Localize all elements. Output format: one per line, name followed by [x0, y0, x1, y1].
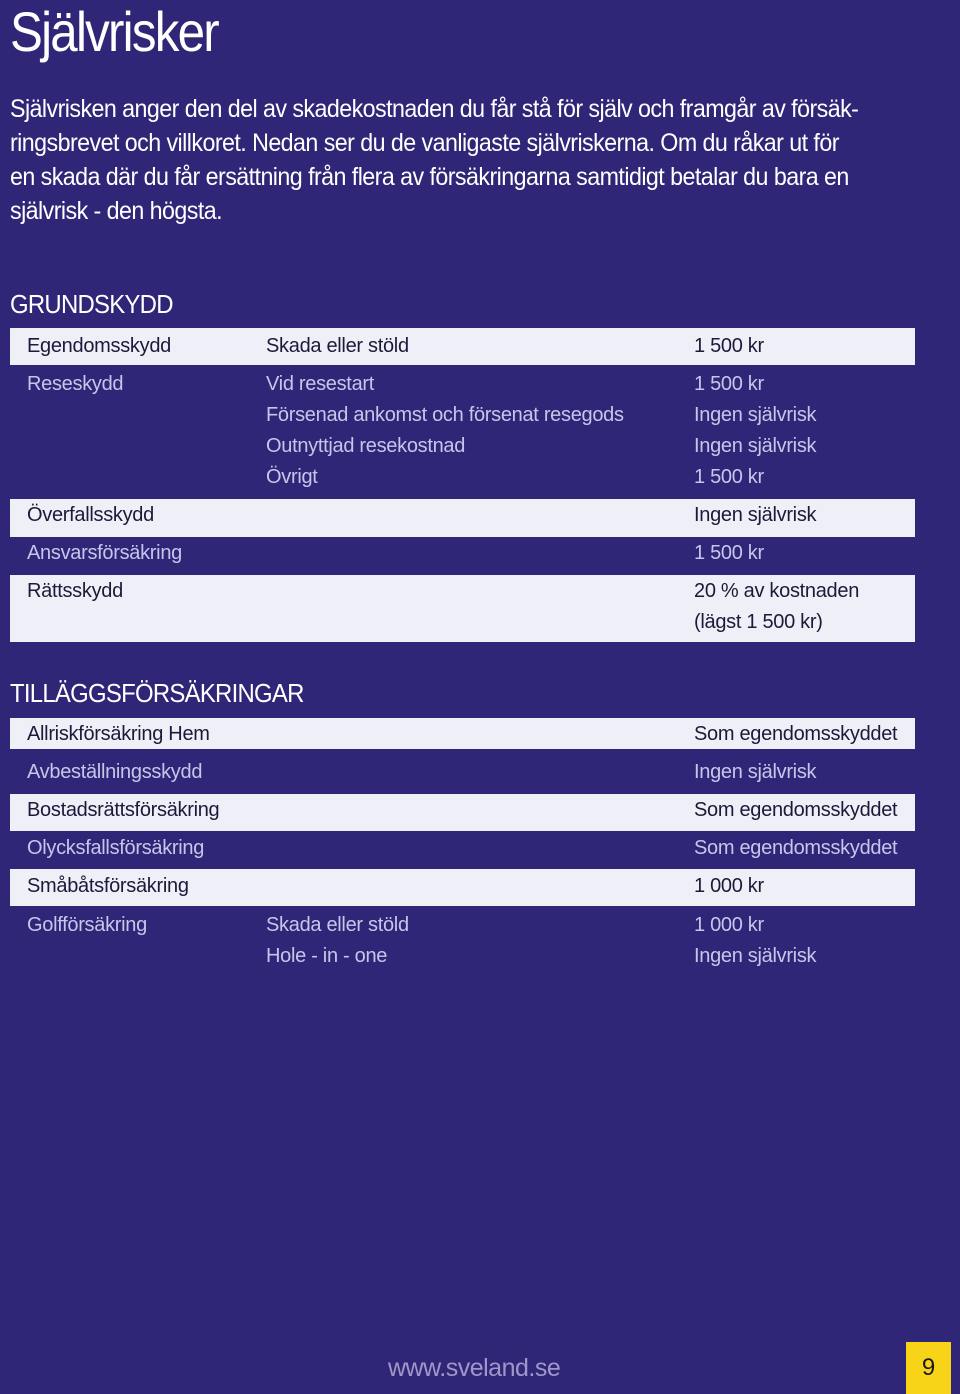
row-name: Allriskförsäkring Hem	[27, 723, 210, 745]
table-row-smabat	[10, 869, 915, 906]
section-heading-tillagg: TILLÄGGSFÖRSÄKRINGAR	[10, 678, 304, 708]
table-row-bostadsratt	[10, 794, 915, 831]
row-name: Överfallsskydd	[27, 504, 154, 526]
row-detail: Övrigt	[266, 466, 318, 488]
row-amount: 1 000 kr	[694, 875, 764, 897]
row-amount: 1 500 kr	[694, 466, 764, 488]
page-number-badge: 9	[906, 1342, 951, 1394]
row-amount: 1 000 kr	[694, 914, 764, 936]
table-row-rattsskydd	[10, 575, 915, 642]
row-amount: Ingen självrisk	[694, 435, 817, 457]
table-row-ansvarsforsakring	[10, 538, 915, 574]
row-detail: Outnyttjad resekostnad	[266, 435, 466, 457]
row-amount: Ingen självrisk	[694, 761, 817, 783]
row-amount: Ingen självrisk	[694, 945, 817, 967]
table-row-avbestallningsskydd	[10, 757, 915, 793]
table-row-golf	[10, 907, 915, 975]
footer-website-link[interactable]: www.sveland.se	[388, 1354, 561, 1382]
row-amount: Som egendomsskyddet	[694, 837, 898, 859]
row-name: Egendomsskydd	[27, 335, 171, 357]
row-detail: Vid resestart	[266, 373, 375, 395]
row-name: Avbeställningsskydd	[27, 761, 203, 783]
row-amount: 20 % av kostnaden	[694, 580, 860, 602]
row-detail: Skada eller stöld	[266, 335, 409, 357]
row-name: Golfförsäkring	[27, 914, 147, 936]
row-detail: Hole - in - one	[266, 945, 388, 967]
row-name: Ansvarsförsäkring	[27, 542, 182, 564]
row-detail: Skada eller stöld	[266, 914, 409, 936]
row-name: Bostadsrättsförsäkring	[27, 799, 220, 821]
intro-line: ringsbrevet och villkoret. Nedan ser du de vanligaste självriskerna. Om du råkar ut för	[10, 129, 839, 157]
section-heading-grundskydd: GRUNDSKYDD	[10, 289, 173, 319]
row-name: Olycksfallsförsäkring	[27, 837, 205, 859]
intro-line: en skada där du får ersättning från flera av försäkringarna samtidigt betalar du bara en	[10, 163, 849, 191]
row-amount: 1 500 kr	[694, 335, 764, 357]
intro-line: Självrisken anger den del av skadekostnaden du får stå för själv och framgår av försäk-	[10, 95, 859, 123]
table-row-reseskydd	[10, 366, 915, 498]
row-amount: 1 500 kr	[694, 542, 764, 564]
row-name: Reseskydd	[27, 373, 124, 395]
table-row-egendomsskydd	[10, 328, 915, 365]
page-title: Självrisker	[10, 0, 218, 63]
row-amount: (lägst 1 500 kr)	[694, 611, 823, 633]
table-row-olycksfall	[10, 832, 915, 868]
row-amount: Ingen självrisk	[694, 504, 817, 526]
row-name: Småbåtsförsäkring	[27, 875, 189, 897]
row-detail: Försenad ankomst och försenat resegods	[266, 404, 624, 426]
intro-line: självrisk - den högsta.	[10, 197, 223, 225]
row-amount: Som egendomsskyddet	[694, 723, 898, 745]
table-row-overfallsskydd	[10, 499, 915, 537]
row-name: Rättsskydd	[27, 580, 123, 602]
row-amount: Som egendomsskyddet	[694, 799, 898, 821]
table-row-allrisk	[10, 718, 915, 749]
intro-paragraph	[10, 92, 903, 228]
row-amount: 1 500 kr	[694, 373, 764, 395]
row-amount: Ingen självrisk	[694, 404, 817, 426]
